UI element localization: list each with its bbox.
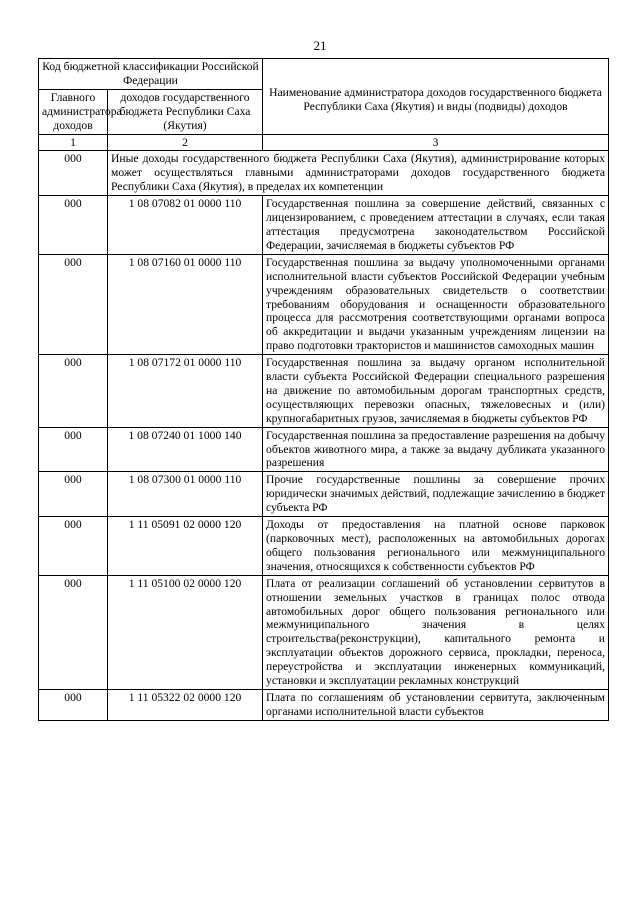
admin-column-header: Главного администратора доходов — [39, 89, 108, 134]
table-row — [39, 689, 609, 720]
table-row — [39, 355, 609, 428]
table-row — [39, 254, 609, 354]
income-name-cell: Государственная пошлина за выдачу органом исполнительной власти субъекта Российской Федерации специального разрешения на движение по автомобильным дорогам транспортных средств, осуществляющих перевозки опасных, тяжеловесных и (или) крупногабаритных грузов, зачисляемая в бюджеты субъектов РФ — [263, 355, 609, 428]
admin-code-cell: 000 — [39, 472, 108, 517]
column-number: 2 — [108, 134, 263, 151]
budget-code-cell: 1 11 05322 02 0000 120 — [108, 689, 263, 720]
budget-code-cell: 1 08 07172 01 0000 110 — [108, 355, 263, 428]
income-name-cell: Плата по соглашениям об установлении сервитута, заключенным органами исполнительной власти субъектов — [263, 689, 609, 720]
income-name-cell: Государственная пошлина за выдачу уполномоченными органами исполнительной власти субъектов Российской Федерации учебным учреждениям образовательных свидетельств о соответствии требованиям оборудования и оснащенности образовательного процесса для рассмотрения соответствующими органами вопроса об аккредитации и выдачи указанным учреждениям лицензии на право подготовки трактористов и машинистов самоходных машин — [263, 254, 609, 354]
budget-code-cell: 1 08 07082 01 0000 110 — [108, 196, 263, 255]
header-row — [39, 59, 609, 90]
budget-table — [38, 58, 609, 721]
admin-code-cell: 000 — [39, 196, 108, 255]
section-row — [39, 151, 609, 196]
admin-code-cell: 000 — [39, 575, 108, 689]
table-row — [39, 517, 609, 576]
section-admin-code: 000 — [39, 151, 108, 196]
column-numbers-row — [39, 134, 609, 151]
column-number: 1 — [39, 134, 108, 151]
income-name-cell: Доходы от предоставления на платной основе парковок (парковочных мест), расположенных на автомобильных дорогах общего пользования регионального или межмуниципального значения, относящихся к собственности субъектов РФ — [263, 517, 609, 576]
table-row — [39, 196, 609, 255]
code-column-header: доходов государственного бюджета Республики Саха (Якутия) — [108, 89, 263, 134]
code-group-header: Код бюджетной классификации Российской Федерации — [39, 59, 263, 90]
income-name-cell: Государственная пошлина за предоставление разрешения на добычу объектов животного мира, а также за выдачу дубликата указанного разрешения — [263, 427, 609, 472]
column-number: 3 — [263, 134, 609, 151]
table-row — [39, 575, 609, 689]
table-row — [39, 427, 609, 472]
name-column-header: Наименование администратора доходов государственного бюджета Республики Саха (Якутия) и виды (подвиды) доходов — [263, 59, 609, 135]
section-title: Иные доходы государственного бюджета Республики Саха (Якутия), администрирование которых может осуществляться главными администраторами доходов государственного бюджета Республики Саха (Якутия), в пределах их компетенции — [108, 151, 609, 196]
budget-code-cell: 1 11 05100 02 0000 120 — [108, 575, 263, 689]
budget-code-cell: 1 08 07240 01 1000 140 — [108, 427, 263, 472]
admin-code-cell: 000 — [39, 689, 108, 720]
income-name-cell: Плата от реализации соглашений об установлении сервитутов в отношении земельных участков в границах полос отвода автомобильных дорог общего пользования регионального или межмуниципального значения в целях строительства(реконструкции), капитального ремонта и эксплуатации объектов дорожного сервиса, прокладки, переноса, переустройства и эксплуатации инженерных коммуникаций, установки и эксплуатации рекламных конструкций — [263, 575, 609, 689]
budget-code-cell: 1 08 07160 01 0000 110 — [108, 254, 263, 354]
admin-code-cell: 000 — [39, 517, 108, 576]
table-row — [39, 472, 609, 517]
budget-code-cell: 1 11 05091 02 0000 120 — [108, 517, 263, 576]
admin-code-cell: 000 — [39, 355, 108, 428]
page-number: 21 — [313, 38, 327, 53]
admin-code-cell: 000 — [39, 254, 108, 354]
admin-code-cell: 000 — [39, 427, 108, 472]
budget-code-cell: 1 08 07300 01 0000 110 — [108, 472, 263, 517]
income-name-cell: Государственная пошлина за совершение действий, связанных с лицензированием, с проведением аттестации в случаях, если такая аттестация предусмотрена законодательством Российской Федерации, зачисляемая в бюджеты субъектов РФ — [263, 196, 609, 255]
income-name-cell: Прочие государственные пошлины за совершение прочих юридически значимых действий, подлежащие зачислению в бюджет субъекта РФ — [263, 472, 609, 517]
